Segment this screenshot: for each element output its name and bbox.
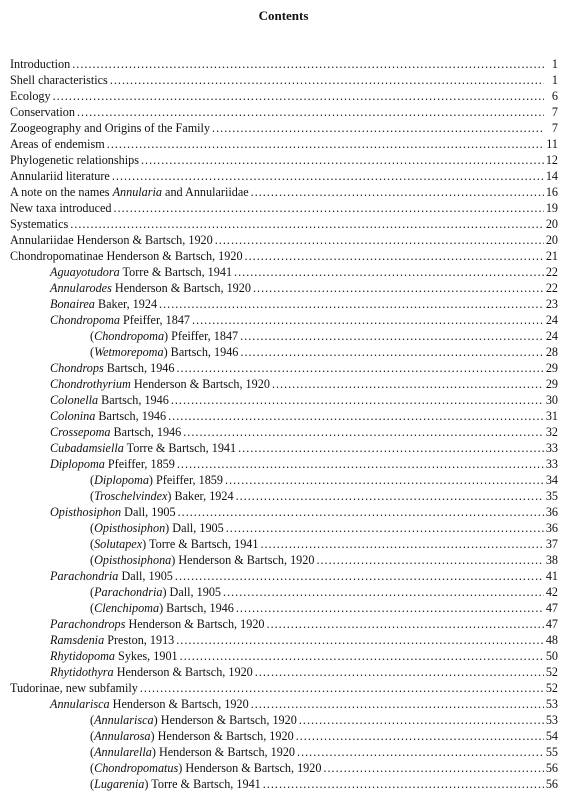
toc-text: Introduction [10,57,71,71]
toc-entry [10,264,558,280]
toc-text: Henderson & Bartsch, 1920 [130,377,270,391]
toc-entry-label [90,776,261,792]
page-number: 22 [545,281,558,295]
toc-entry [10,456,558,472]
toc-text: ) Pfeiffer, 1847 [164,329,239,343]
toc-text: ( [90,585,95,599]
page-number: 38 [545,553,558,567]
toc-text: ( [90,761,95,775]
toc-entry-label [50,376,270,392]
toc-entry [10,328,558,344]
toc-entry [10,232,558,248]
toc-text: ) Torre & Bartsch, 1941 [142,537,259,551]
taxon-name: Parachondria [94,585,163,599]
toc-entry [10,744,558,760]
page-number: 47 [545,601,558,615]
taxon-name: Colonina [50,409,96,423]
toc-entry-label [50,440,236,456]
toc-text: Baker, 1924 [94,297,158,311]
taxon-name: Diplopoma [94,473,149,487]
page-number: 6 [551,89,558,103]
page-number: 48 [545,633,558,647]
taxon-name: Diplopoma [50,457,105,471]
toc-entry-label [10,184,249,200]
toc-entry-label [10,216,68,232]
page-title: Contents [258,8,309,23]
dot-leader [316,552,543,568]
page-number: 35 [545,489,558,503]
dot-leader [175,568,544,584]
toc-entry [10,536,558,552]
toc-entry-label [50,456,175,472]
page-number: 36 [545,521,558,535]
taxon-name: Cubadamsiella [50,441,124,455]
page-number: 29 [545,377,558,391]
dot-leader [234,264,544,280]
table-of-contents [10,56,558,792]
page-number: 24 [545,329,558,343]
page-number: 1 [551,57,558,71]
page-number: 20 [545,217,558,231]
taxon-name: Solutapex [94,537,143,551]
taxon-name: Colonella [50,393,99,407]
toc-text: ( [90,777,95,791]
dot-leader [296,728,544,744]
toc-entry [10,104,558,120]
taxon-name: Clenchipoma [94,601,160,615]
toc-entry-label [10,72,108,88]
dot-leader [240,328,544,344]
page-number: 53 [545,697,558,711]
dot-leader [110,72,544,88]
toc-text: ( [90,713,95,727]
toc-text: Torre & Bartsch, 1941 [119,265,233,279]
taxon-name: Chondropomatus [94,761,179,775]
page-number: 37 [545,537,558,551]
dot-leader [176,632,544,648]
toc-text: Dall, 1905 [118,569,173,583]
toc-entry [10,296,558,312]
taxon-name: Chondropoma [94,329,165,343]
toc-text: Pfeiffer, 1847 [119,313,191,327]
page-number: 33 [545,457,558,471]
dot-leader [53,88,544,104]
dot-leader [251,696,544,712]
toc-text: ) Henderson & Bartsch, 1920 [153,713,297,727]
page-number: 28 [545,345,558,359]
toc-entry [10,648,558,664]
taxon-name: Rhytidothyra [50,665,114,679]
taxon-name: Annularosa [94,729,151,743]
toc-text: ) Henderson & Bartsch, 1920 [151,745,296,759]
dot-leader [192,312,544,328]
toc-entry [10,616,558,632]
dot-leader [297,744,544,760]
toc-entry-label [10,248,243,264]
dot-leader [171,392,544,408]
toc-entry-label [90,488,234,504]
taxon-name: Aguayotudora [50,265,120,279]
toc-entry-label [50,392,169,408]
toc-text: ) Pfeiffer, 1859 [148,473,223,487]
dot-leader [215,232,544,248]
toc-text: Chondropomatinae Henderson & Bartsch, 1920 [10,249,243,263]
toc-entry [10,760,558,776]
toc-text: Areas of endemism [10,137,105,151]
toc-text: ) Dall, 1905 [162,585,222,599]
toc-text: ) Bartsch, 1946 [159,601,234,615]
toc-text: ( [90,489,95,503]
toc-text: Phylogenetic relationships [10,153,139,167]
toc-text: Annulariidae Henderson & Bartsch, 1920 [10,233,213,247]
page-number: 12 [545,153,558,167]
taxon-name: Parachondria [50,569,119,583]
toc-entry-label [10,120,210,136]
page-number: 47 [545,617,558,631]
toc-entry [10,152,558,168]
toc-entry [10,360,558,376]
toc-text: Henderson & Bartsch, 1920 [109,697,249,711]
toc-entry-label [10,152,139,168]
taxon-name: Chondrops [50,361,104,375]
toc-text: Tudorinae, new subfamily [10,681,138,695]
toc-entry-label [90,344,238,360]
toc-entry-label [50,296,157,312]
taxon-name: Crossepoma [50,425,111,439]
page-number: 32 [545,425,558,439]
toc-entry-label [90,600,234,616]
dot-leader [255,664,544,680]
toc-entry [10,408,558,424]
taxon-name: Annularodes [50,281,112,295]
toc-text: Systematics [10,217,69,231]
toc-entry-label [10,56,70,72]
toc-entry [10,216,558,232]
toc-entry-label [50,632,174,648]
toc-entry-label [90,552,314,568]
toc-entry-label [90,520,224,536]
toc-entry [10,584,558,600]
toc-entry [10,728,558,744]
toc-entry-label [90,760,321,776]
toc-entry-label [50,408,166,424]
toc-text: ( [90,553,95,567]
taxon-name: Annularia [112,185,162,199]
page-number: 56 [545,761,558,775]
toc-entry-label [50,424,181,440]
toc-text: Bartsch, 1946 [98,393,169,407]
dot-leader [177,456,544,472]
toc-entry [10,72,558,88]
dot-leader [77,104,544,120]
toc-entry [10,312,558,328]
toc-entry [10,376,558,392]
toc-text: Shell characteristics [10,73,108,87]
toc-entry-label [50,280,251,296]
taxon-name: Lugarenia [94,777,145,791]
taxon-name: Annularella [94,745,152,759]
dot-leader [226,520,544,536]
toc-entry-label [10,88,51,104]
taxon-name: Opisthosiphona [94,553,172,567]
dot-leader [114,200,544,216]
dot-leader [251,184,544,200]
toc-entry [10,392,558,408]
toc-text: and Annulariidae [162,185,249,199]
taxon-name: Annularisca [94,713,154,727]
toc-entry [10,440,558,456]
toc-text: Zoogeography and Origins of the Family [10,121,211,135]
toc-text: ( [90,729,95,743]
toc-text: Dall, 1905 [121,505,176,519]
toc-entry-label [50,664,253,680]
toc-text: Pfeiffer, 1859 [104,457,175,471]
toc-entry [10,632,558,648]
toc-entry-label [50,568,173,584]
toc-text: Annulariid literature [10,169,110,183]
dot-leader [223,584,544,600]
dot-leader [323,760,543,776]
toc-entry-label [10,104,75,120]
toc-entry [10,56,558,72]
toc-entry-label [50,504,176,520]
toc-text: Henderson & Bartsch, 1920 [113,665,253,679]
page-number: 52 [545,665,558,679]
toc-entry-label [10,136,105,152]
toc-text: ) Bartsch, 1946 [163,345,239,359]
page-number: 23 [545,297,558,311]
dot-leader [176,360,543,376]
page-number: 36 [545,505,558,519]
toc-entry [10,680,558,696]
toc-entry-label [10,680,138,696]
dot-leader [72,56,544,72]
dot-leader [272,376,544,392]
toc-text: ( [90,745,95,759]
page-number: 50 [545,649,558,663]
dot-leader [180,648,544,664]
toc-text: Torre & Bartsch, 1941 [123,441,237,455]
toc-entry-label [50,616,265,632]
toc-entry-label [50,312,190,328]
toc-text: ) Baker, 1924 [167,489,234,503]
taxon-name: Annularisca [50,697,110,711]
dot-leader [140,680,544,696]
page-number: 42 [545,585,558,599]
toc-text: ) Dall, 1905 [165,521,224,535]
toc-entry-label [50,360,174,376]
toc-text: Preston, 1913 [104,633,175,647]
toc-entry [10,168,558,184]
page-number: 24 [545,313,558,327]
dot-leader [240,344,543,360]
toc-entry-label [10,232,213,248]
dot-leader [70,216,544,232]
toc-entry [10,136,558,152]
toc-entry [10,600,558,616]
toc-text: New taxa introduced [10,201,112,215]
page-number: 29 [545,361,558,375]
page-number: 56 [545,777,558,791]
page-number: 16 [545,185,558,199]
taxon-name: Wetmorepoma [94,345,164,359]
taxon-name: Opisthosiphon [94,521,166,535]
dot-leader [178,504,544,520]
taxon-name: Parachondrops [50,617,126,631]
page-number: 52 [545,681,558,695]
toc-entry [10,200,558,216]
dot-leader [238,440,544,456]
toc-text: Bartsch, 1946 [95,409,167,423]
toc-entry-label [50,696,249,712]
toc-entry [10,696,558,712]
toc-entry [10,712,558,728]
page-number: 41 [545,569,558,583]
dot-leader [225,472,544,488]
taxon-name: Troschelvindex [94,489,168,503]
toc-entry [10,552,558,568]
dot-leader [236,488,544,504]
toc-entry-label [50,648,178,664]
taxon-name: Chondrothyrium [50,377,131,391]
taxon-name: Opisthosiphon [50,505,122,519]
toc-entry [10,472,558,488]
dot-leader [168,408,544,424]
toc-entry [10,424,558,440]
dot-leader [245,248,544,264]
page-number: 20 [545,233,558,247]
page-number: 14 [545,169,558,183]
dot-leader [141,152,544,168]
toc-text: Ecology [10,89,51,103]
page-number: 53 [545,713,558,727]
page-number: 7 [551,105,558,119]
page-number: 7 [551,121,558,135]
page-number: 19 [545,201,558,215]
toc-text: A note on the names [10,185,113,199]
page-number: 33 [545,441,558,455]
toc-entry-label [90,584,221,600]
toc-entry [10,88,558,104]
dot-leader [263,776,544,792]
toc-entry-label [10,200,112,216]
toc-text: Bartsch, 1946 [110,425,182,439]
page-number: 11 [546,137,558,151]
dot-leader [183,424,544,440]
toc-entry-label [90,472,223,488]
dot-leader [236,600,544,616]
page-number: 55 [545,745,558,759]
toc-text: Conservation [10,105,75,119]
dot-leader [267,616,544,632]
toc-entry [10,120,558,136]
page-number: 54 [545,729,558,743]
toc-text: ( [90,537,95,551]
toc-text: ( [90,329,95,343]
toc-entry [10,776,558,792]
toc-entry-label [90,728,294,744]
toc-text: ( [90,345,95,359]
dot-leader [112,168,544,184]
toc-text: ( [90,521,95,535]
page-number: 22 [545,265,558,279]
page-number: 34 [545,473,558,487]
dot-leader [107,136,544,152]
taxon-name: Chondropoma [50,313,120,327]
taxon-name: Bonairea [50,297,95,311]
toc-entry [10,280,558,296]
page-number: 30 [545,393,558,407]
toc-entry [10,504,558,520]
toc-text: ) Henderson & Bartsch, 1920 [171,553,315,567]
toc-text: Henderson & Bartsch, 1920 [125,617,265,631]
toc-text: Bartsch, 1946 [103,361,175,375]
toc-text: Henderson & Bartsch, 1920 [111,281,251,295]
dot-leader [212,120,544,136]
toc-entry [10,520,558,536]
toc-entry-label [10,168,110,184]
toc-text: ) Torre & Bartsch, 1941 [144,777,261,791]
dot-leader [299,712,544,728]
toc-entry [10,488,558,504]
toc-entry-label [90,328,238,344]
page-number: 1 [551,73,558,87]
toc-entry-label [50,264,232,280]
toc-entry [10,184,558,200]
toc-entry-label [90,536,259,552]
toc-text: Sykes, 1901 [115,649,178,663]
toc-entry [10,568,558,584]
page-number: 21 [545,249,558,263]
page-number: 31 [545,409,558,423]
dot-leader [261,536,544,552]
toc-text: ) Henderson & Bartsch, 1920 [178,761,322,775]
toc-entry [10,344,558,360]
toc-entry [10,248,558,264]
taxon-name: Ramsdenia [50,633,105,647]
toc-entry-label [90,712,297,728]
toc-text: ( [90,473,95,487]
dot-leader [253,280,544,296]
toc-text: ( [90,601,95,615]
dot-leader [159,296,544,312]
taxon-name: Rhytidopoma [50,649,115,663]
toc-entry [10,664,558,680]
toc-text: ) Henderson & Bartsch, 1920 [150,729,294,743]
toc-entry-label [90,744,295,760]
